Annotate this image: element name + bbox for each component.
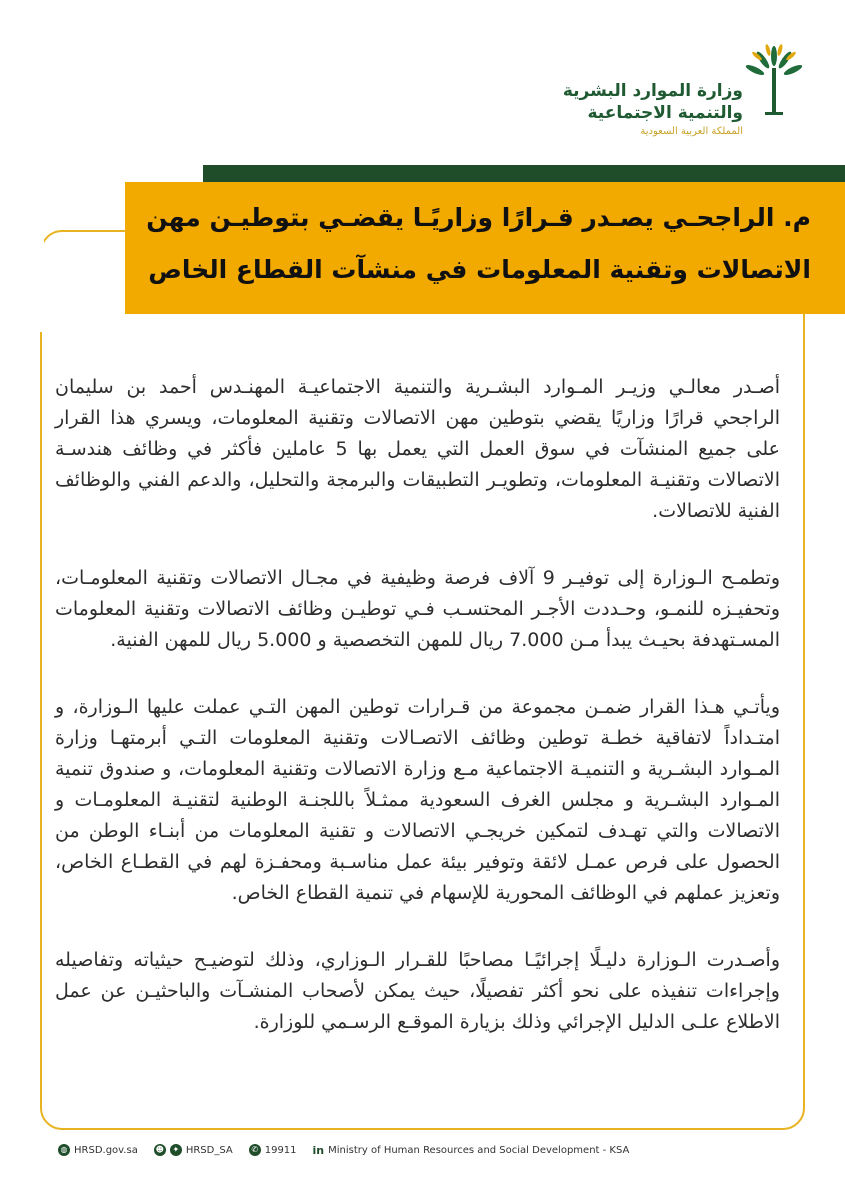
paragraph-1: أصـدر معالـي وزيـر المـوارد البشـرية والتنمية الاجتماعيـة المهنـدس أحمد بن سليمان الراجحي قرارًا وزاريًا يقضي بتوطين مهن الاتصالات وتقنية المعلومات، ويسري هذا القرار على جميع المنشآت في سوق العمل التي يعمل بها 5 عاملين فأكثر في وظائف هندسـة الاتصالات وتقنيـة المعلومات، وتطويـر التطبيقات والبرمجة والتحليل، والدعم الفني والوظائف الفنية للاتصالات. xyxy=(55,376,781,522)
social-handle: HRSD_SA xyxy=(185,1144,233,1156)
logo-ministry-name-1: وزارة الموارد البشرية xyxy=(562,81,743,101)
footer-phone[interactable] xyxy=(249,1144,297,1156)
paragraph-4: وأصـدرت الـوزارة دليـلًا إجرائيًـا مصاحبًا للقـرار الـوزاري، وذلك لتوضيـح حيثياته وتفاصيله وإجراءات تنفيذه على نحو أكثر تفصيلًا، حيث يمكن لأصحاب المنشـآت والباحثيـن عن عمل الاطلاع علـى الدليل الإجرائي وذلك بزيارة الموقـع الرسـمي للوزارة. xyxy=(55,949,780,1033)
logo-ministry-name-2: والتنمية الاجتماعية xyxy=(587,103,743,123)
paragraph-2: وتطمـح الـوزارة إلى توفيـر 9 آلاف فرصة وظيفية في مجـال الاتصالات وتقنية المعلومـات، وتحفيـزه للنمـو، وحـددت الأجـر المحتسـب فـي توطيـن وظائف الاتصالات وتقنية المعلومات المسـتهدفة بحيـث يبدأ مـن 7.000 ريال للمهن التخصصية و 5.000 ريال للمهن الفنية. xyxy=(55,567,781,651)
logo-text xyxy=(563,80,743,140)
headline-box xyxy=(125,182,845,314)
phone-icon: ✆ xyxy=(249,1144,261,1156)
article-body xyxy=(55,372,780,1074)
footer xyxy=(58,1140,639,1160)
snapchat-icon: ☻ xyxy=(155,1145,164,1154)
footer-social[interactable] xyxy=(154,1144,233,1156)
logo-country: المملكة العربية السعودية xyxy=(640,126,743,137)
footer-linkedin[interactable] xyxy=(313,1144,630,1157)
frame-gap xyxy=(30,222,44,332)
linkedin-text: Ministry of Human Resources and Social Development - KSA xyxy=(328,1144,630,1156)
linkedin-icon: in xyxy=(312,1143,325,1157)
globe-icon: ◍ xyxy=(58,1144,70,1156)
title-accent-bar xyxy=(203,165,845,182)
footer-website[interactable] xyxy=(58,1144,138,1156)
headline-line-2: الاتصالات وتقنية المعلومات في منشآت القطاع الخاص xyxy=(148,255,811,284)
ministry-logo xyxy=(562,38,805,168)
website-text: HRSD.gov.sa xyxy=(74,1144,138,1156)
phone-number: 19911 xyxy=(264,1144,297,1156)
twitter-icon: ✦ xyxy=(170,1144,182,1156)
palm-logo-icon xyxy=(743,42,805,122)
headline-line-1: م. الراجحـي يصـدر قـرارًا وزاريًـا يقضـي بتوطيـن مهن xyxy=(146,203,811,232)
paragraph-3: ويأتـي هـذا القرار ضمـن مجموعة من قـرارات توطين المهن التـي عملت عليها الـوزارة، و امتـداداً لاتفاقية خطـة توطين وظائف الاتصـالات وتقنية المعلومات التـي أبرمتهـا وزارة المـوارد البشـرية و التنميـة الاجتماعية مـع وزارة الاتصالات وتقنية المعلومات، و صندوق تنمية المـوارد البشـرية و مجلس الغرف السعودية ممثـلاً باللجنـة الوطنية لتقنيـة المعلومـات و الاتصالات والتي تهـدف لتمكين خريجـي الاتصالات و تقنية المعلومات من أبنـاء الوطن من الحصول على فرص عمـل لائقة وتوفير بيئة عمل مناسـبة ومحفـزة لهم في القطـاع الخاص، وتعزيز عملهم في الوظائف المحورية للإسهام في تنمية القطاع الخاص. xyxy=(55,696,780,904)
